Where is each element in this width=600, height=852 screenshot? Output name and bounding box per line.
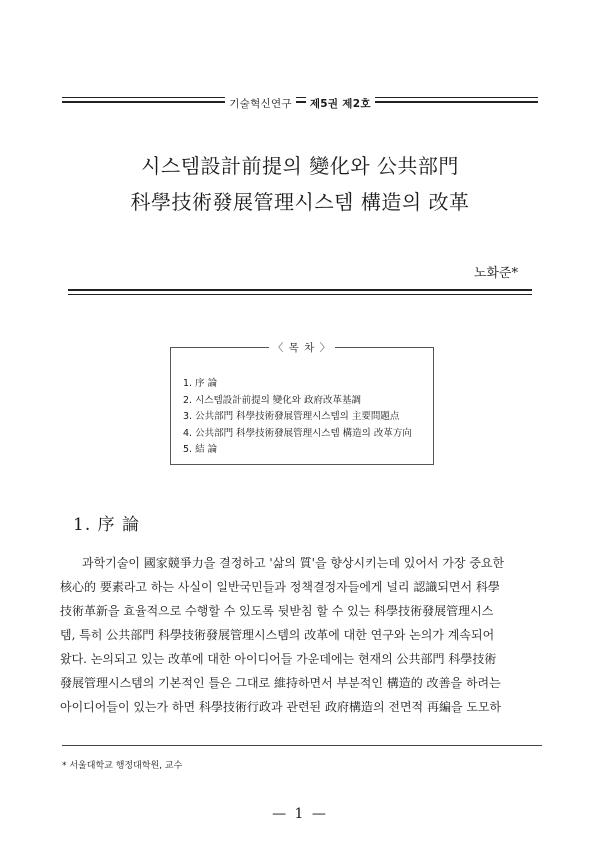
paragraph-line: 과학기술이 國家競爭力을 결정하고 '삶의 質'을 향상시키는데 있어서 가장 중요한 [82, 556, 505, 570]
author-name: 노화준* [473, 266, 518, 281]
paragraph-line: 技術革新을 효율적으로 수행할 수 있도록 뒷받침 할 수 있는 科學技術發展管理시스 [60, 604, 494, 618]
paragraph-line: 發展管理시스템의 기본적인 틀은 그대로 維持하면서 부분적인 構造的 改善을 하려는 [60, 676, 501, 690]
toc-item: 1. 序 論 [183, 378, 218, 389]
title-line-2: 科學技術發展管理시스템 構造의 改革 [130, 190, 470, 214]
toc-item: 2. 시스템設計前提의 變化와 政府改革基調 [183, 394, 362, 406]
page-number: — 1 — [272, 806, 328, 822]
title-rule-thick [68, 289, 532, 291]
toc-list [183, 376, 412, 459]
toc-caption [171, 340, 433, 355]
paragraph-line: 아이디어들이 있는가 하면 科學技術行政과 관련된 政府構造의 전면적 再編을 도모하 [60, 700, 502, 714]
paragraph-line: 템, 특히 公共部門 科學技術發展管理시스템의 改革에 대한 연구와 논의가 계속되어 [60, 628, 495, 642]
section-heading: 1. 序 論 [73, 515, 141, 535]
volume-issue: 제5권 제2호 [306, 96, 375, 111]
running-header [0, 96, 600, 111]
toc-item: 3. 公共部門 科學技術發展管理시스템의 主要問題点 [183, 411, 400, 422]
paragraph-line: 核心的 要素라고 하는 사실이 일반국민들과 정책결정자들에게 널리 認識되면서 科學 [60, 580, 500, 594]
title-line-1: 시스템設計前提의 變化와 公共部門 [141, 154, 459, 178]
footnote-rule [62, 745, 542, 746]
toc-item: 5. 結 論 [183, 444, 218, 455]
toc-item: 4. 公共部門 科學技術發展管理시스템 構造의 改革方向 [183, 427, 412, 439]
toc-box [170, 342, 434, 465]
journal-name: 기술혁신연구 [225, 96, 296, 111]
footnote: * 서울대학교 행정대학원, 교수 [62, 761, 183, 771]
body-paragraph [60, 551, 544, 719]
toc-caption-text: 〈 목 차 〉 [269, 342, 335, 354]
title-rule-thin [68, 294, 532, 295]
paragraph-line: 왔다. 논의되고 있는 改革에 대한 아이디어들 가운데에는 현재의 公共部門 科學技術 [60, 652, 497, 666]
